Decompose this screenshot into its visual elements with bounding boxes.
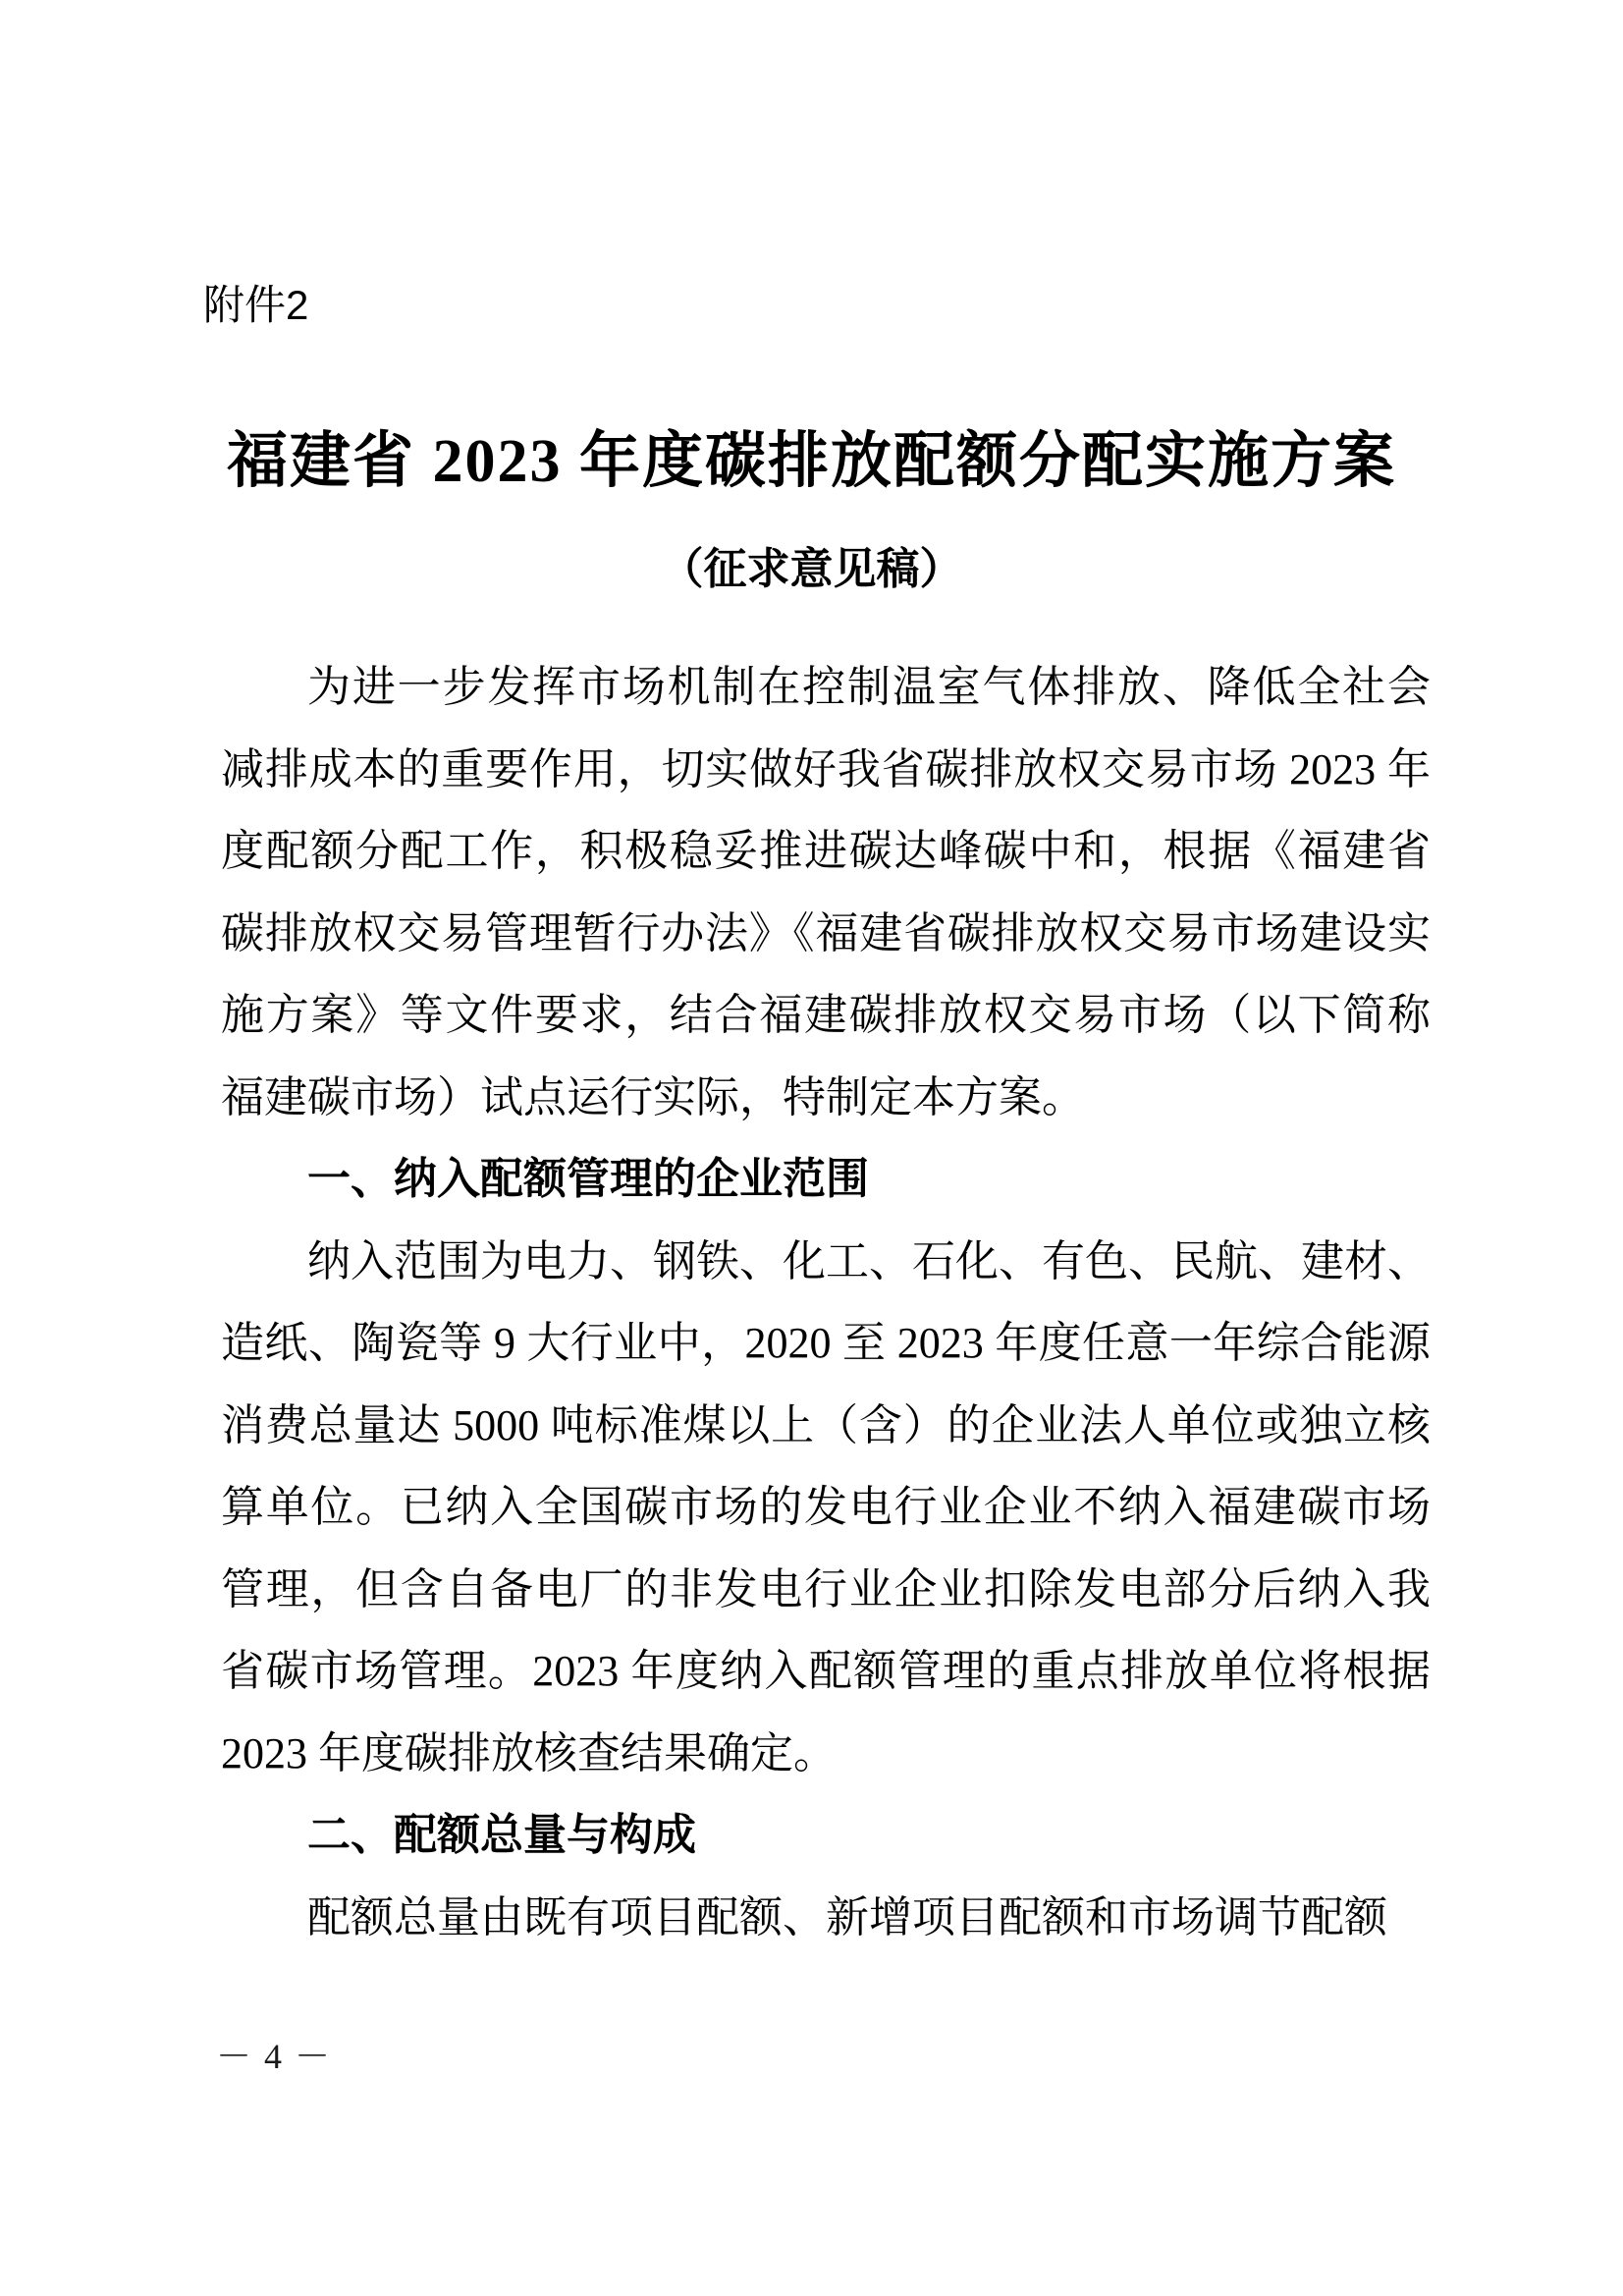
text-line: 省碳市场管理。2023 年度纳入配额管理的重点排放单位将根据 bbox=[221, 1647, 1431, 1695]
text-line: 施方案》等文件要求，结合福建碳排放权交易市场（以下简称 bbox=[221, 991, 1431, 1039]
text-line: 减排成本的重要作用，切实做好我省碳排放权交易市场 2023 年 bbox=[221, 744, 1431, 793]
document-title: 福建省 2023 年度碳排放配额分配实施方案 bbox=[226, 428, 1396, 495]
document-subtitle: （征求意见稿） bbox=[660, 545, 963, 593]
text-line: 管理，但含自备电厂的非发电行业企业扣除发电部分后纳入我 bbox=[221, 1564, 1431, 1613]
text-line: 2023 年度碳排放核查结果确定。 bbox=[221, 1728, 837, 1777]
text-line: 配额总量由既有项目配额、新增项目配额和市场调节配额 bbox=[307, 1892, 1387, 1941]
text-line: 消费总量达 5000 吨标准煤以上（含）的企业法人单位或独立核 bbox=[221, 1400, 1431, 1449]
document-body bbox=[221, 646, 1431, 1958]
text-line: 福建碳市场）试点运行实际，特制定本方案。 bbox=[221, 1072, 1085, 1121]
text-line: 为进一步发挥市场机制在控制温室气体排放、降低全社会 bbox=[307, 663, 1431, 711]
section-heading: 二、配额总量与构成 bbox=[307, 1811, 696, 1859]
text-line: 算单位。已纳入全国碳市场的发电行业企业不纳入福建碳市场 bbox=[221, 1483, 1431, 1531]
text-line: 碳排放权交易管理暂行办法》《福建省碳排放权交易市场建设实 bbox=[221, 908, 1431, 957]
text-line: 造纸、陶瓷等 9 大行业中，2020 至 2023 年度任意一年综合能源 bbox=[221, 1319, 1431, 1367]
text-line: 纳入范围为电力、钢铁、化工、石化、有色、民航、建材、 bbox=[307, 1236, 1431, 1285]
attachment-label: 附件2 bbox=[203, 282, 309, 328]
text-line: 度配额分配工作，积极稳妥推进碳达峰碳中和，根据《福建省 bbox=[221, 827, 1431, 875]
page-number: － 4 － bbox=[216, 2037, 333, 2076]
section-heading: 一、纳入配额管理的企业范围 bbox=[307, 1155, 869, 1203]
